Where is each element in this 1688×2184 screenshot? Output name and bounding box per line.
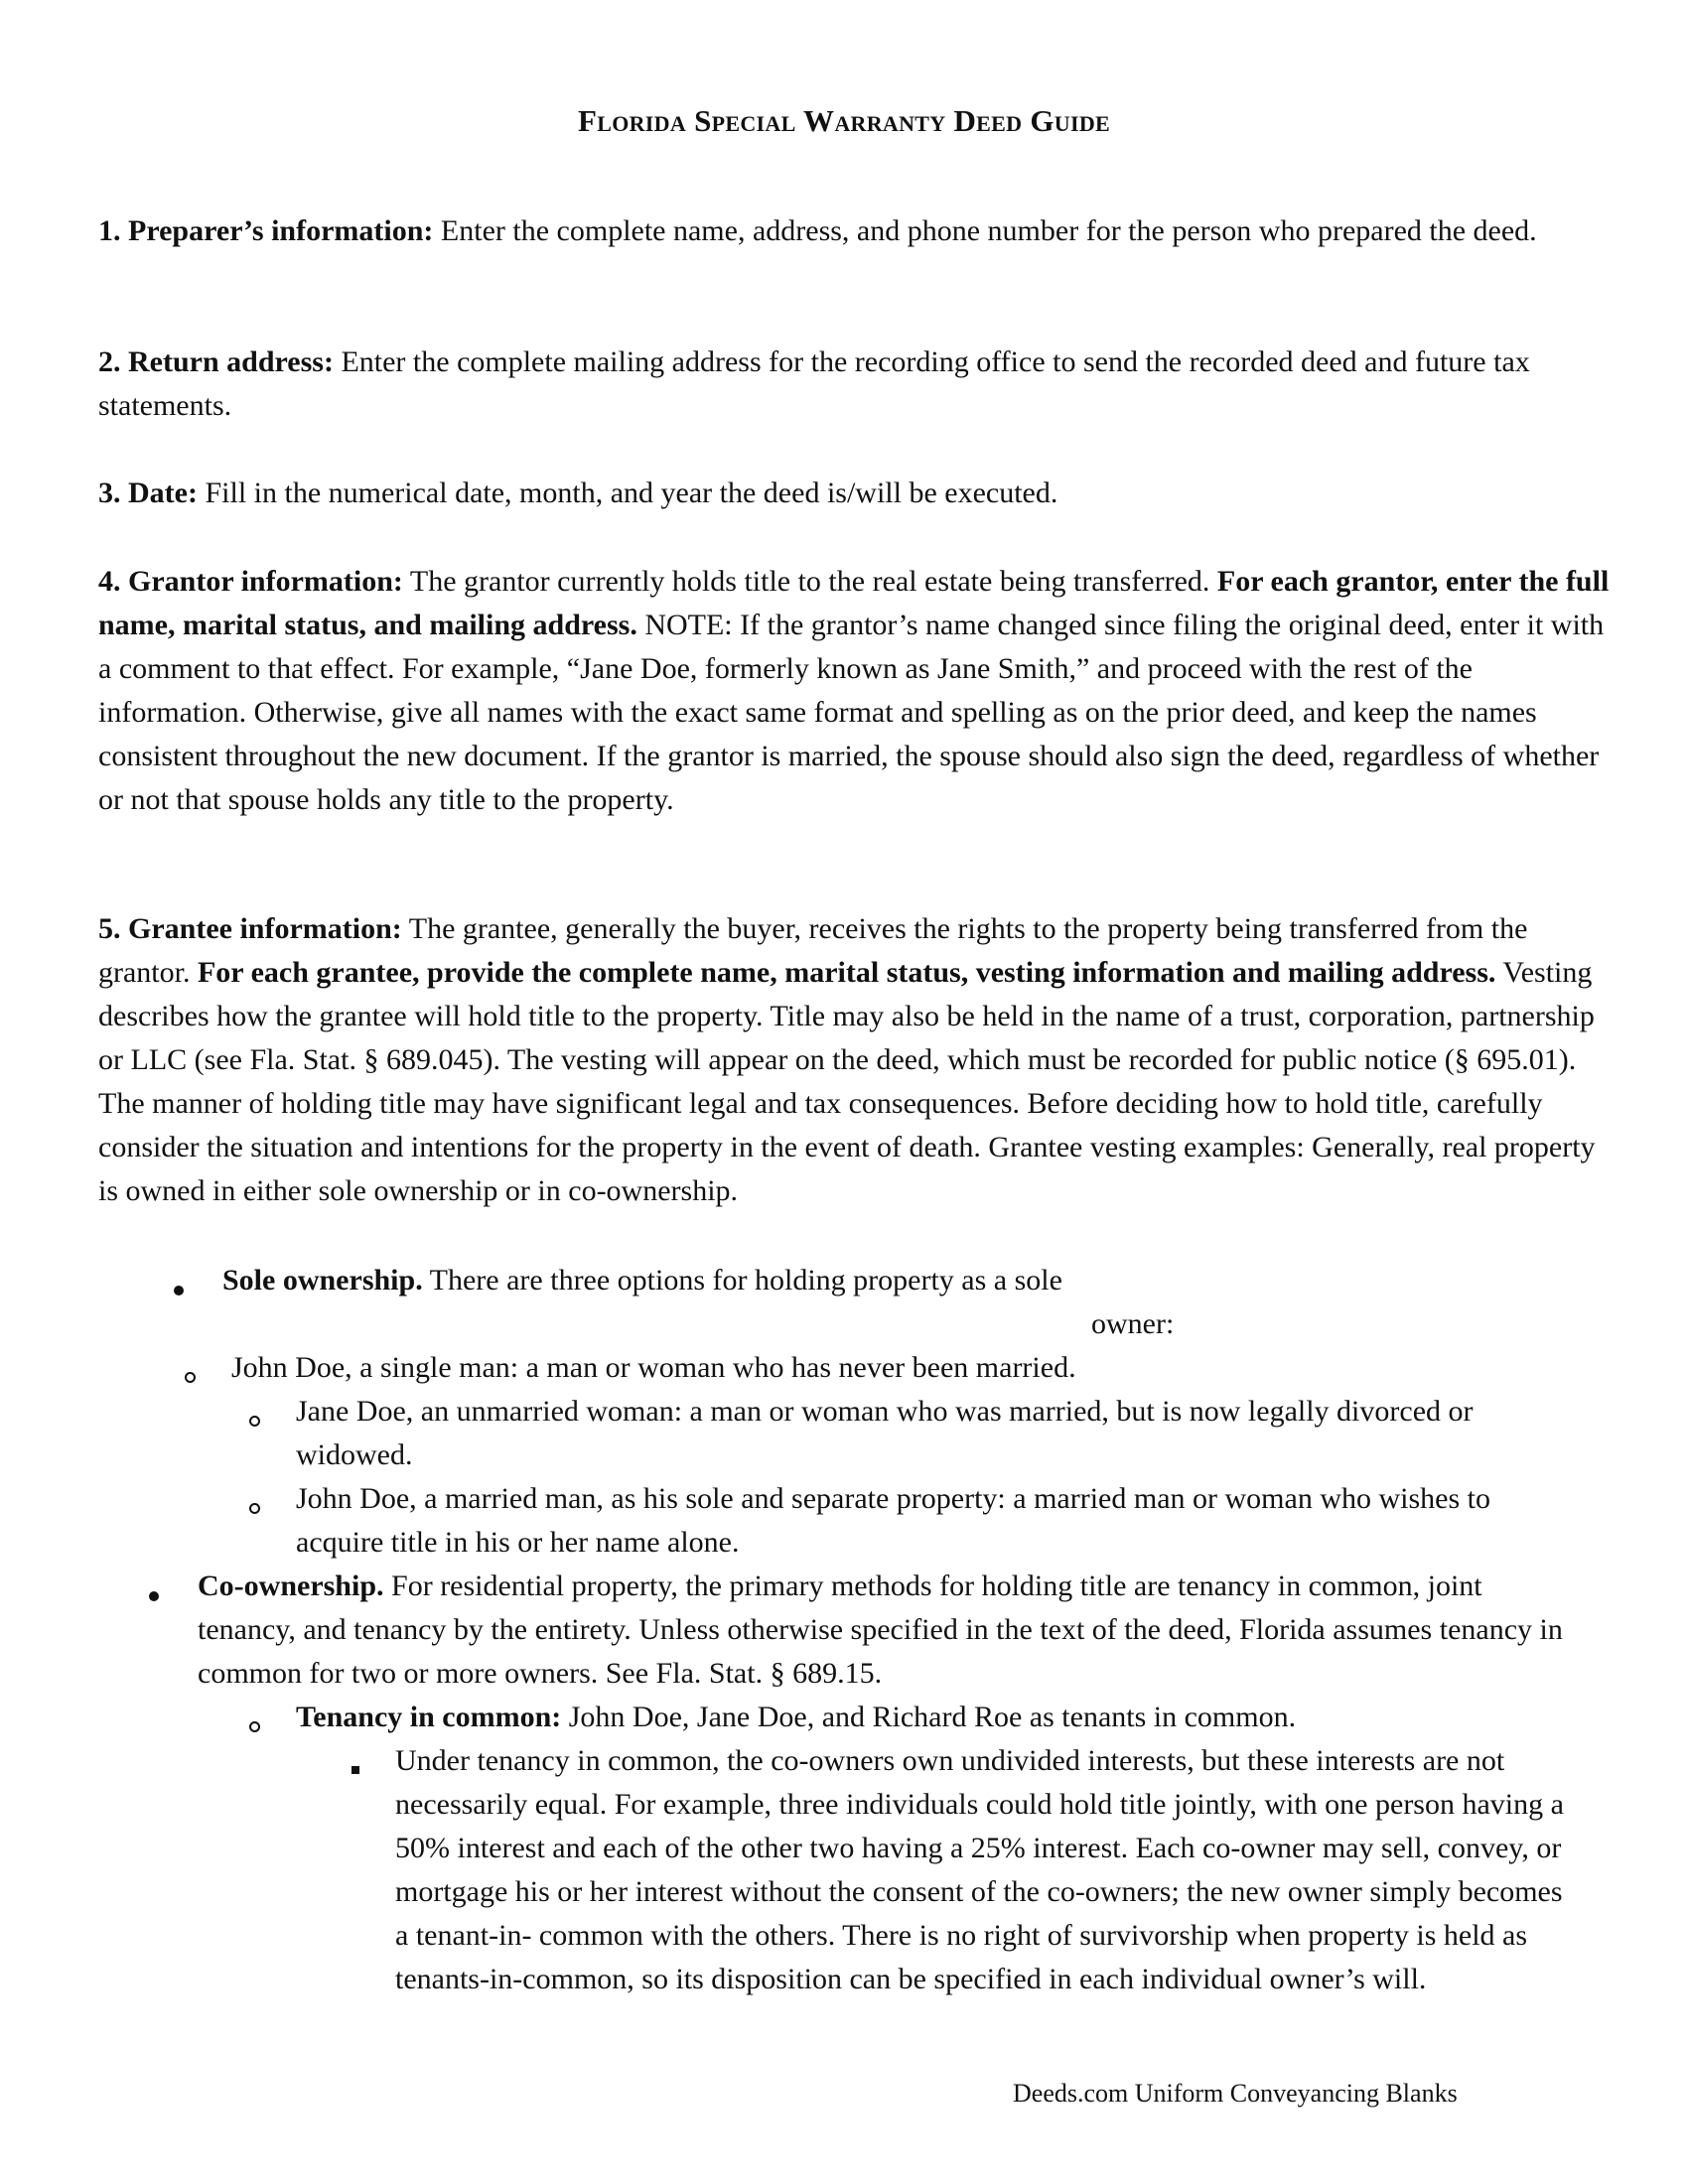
section-preparer-info xyxy=(98,209,1647,253)
section-text: NOTE: If the grantor’s name changed since filing the original deed, enter it with a comment to that effect. For example, “Jane Doe, formerly known as Jane Smith,” and proceed with the rest of the information. Otherwise, give all names with the exact same format and spelling as on the prior deed, and keep the names consistent throughout the new document. If the grantor is married, the spouse should also sign the deed, regardless of whether or not that spouse holds any title to the property. xyxy=(98,609,1605,816)
section-label: 2. Return address: xyxy=(98,345,334,378)
section-text: Enter the complete mailing address for the recording office to send the recorded deed and future tax statements. xyxy=(98,345,1530,422)
section-text: The grantor currently holds title to the real estate being transferred. xyxy=(402,565,1217,598)
circle-bullet-icon xyxy=(185,1352,196,1396)
section-text: Fill in the numerical date, month, and year the deed is/will be executed. xyxy=(197,477,1058,509)
section-text: The grantee, generally the buyer, receives the rights to the property being transferred from the grantor. xyxy=(98,912,1528,989)
section-grantee-info xyxy=(98,907,1618,1213)
page-title: Florida Special Warranty Deed Guide xyxy=(578,103,1110,138)
circle-bullet-icon xyxy=(249,1396,260,1439)
square-bullet-icon xyxy=(352,1743,359,1787)
tenancy-in-common-label: Tenancy in common: xyxy=(296,1701,562,1733)
section-return-address xyxy=(98,341,1618,428)
bullet-icon xyxy=(174,1265,184,1308)
tenancy-in-common-detail: Under tenancy in common, the co-owners own undivided interests, but these interests are not necessarily equal. For example, three individuals could hold title jointly, with one person having a 50% interest and each of the other two having a 25% interest. Each co-owner may sell, convey, or mortgage his or her interest without the consent of the co-owners; the new owner simply becomes a tenant-in- common with the others. There is no right of survivorship when property is held as tenants-in-common, so its disposition can be specified in each individual owner’s will. xyxy=(395,1744,1564,1995)
sole-option-single: John Doe, a single man: a man or woman who has never been married. xyxy=(231,1351,1076,1384)
co-ownership-label: Co-ownership. xyxy=(198,1570,384,1602)
sole-option-married: John Doe, a married man, as his sole and separate property: a married man or woman who wishes to acquire title in his or her name alone. xyxy=(296,1482,1490,1559)
co-ownership-text: For residential property, the primary methods for holding title are tenancy in common, joint tenancy, and tenancy by the entirety. Unless otherwise specified in the text of the deed, Florida assumes tenancy in common for two or more owners. See Fla. Stat. § 689.15. xyxy=(198,1570,1563,1690)
sole-ownership-wrap: owner: xyxy=(1091,1307,1175,1340)
tenancy-in-common-text: John Doe, Jane Doe, and Richard Roe as tenants in common. xyxy=(561,1701,1297,1733)
section-text: Enter the complete name, address, and phone number for the person who prepared the deed. xyxy=(433,214,1537,247)
circle-bullet-icon xyxy=(249,1483,260,1527)
section-label: 4. Grantor information: xyxy=(98,565,403,598)
section-text: Vesting describes how the grantee will hold title to the property. Title may also be held in the name of a trust, corporation, partnership or LLC (see Fla. Stat. § 689.045). The vesting will appear on the deed, which must be recorded for public notice (§ 695.01). The manner of holding title may have significant legal and tax consequences. Before deciding how to hold title, carefully consider the situation and intentions for the property in the event of death. Grantee vesting examples: Generally, real property is owned in either sole ownership or in co-ownership. xyxy=(98,956,1596,1207)
section-grantor-info xyxy=(98,560,1618,822)
section-bold-instruction: For each grantee, provide the complete name, marital status, vesting information and mailing address. xyxy=(197,956,1496,989)
section-bold-instruction: For each grantor, enter the full name, marital status, and mailing address. xyxy=(98,565,1610,641)
circle-bullet-icon xyxy=(249,1702,260,1745)
section-label: 3. Date: xyxy=(98,477,198,509)
sole-option-unmarried: Jane Doe, an unmarried woman: a man or woman who was married, but is now legally divorced or widowed. xyxy=(296,1395,1474,1471)
sole-ownership-text: There are three options for holding property as a sole xyxy=(422,1264,1062,1297)
section-label: 1. Preparer’s information: xyxy=(98,214,434,247)
section-date xyxy=(98,472,1618,515)
section-label: 5. Grantee information: xyxy=(98,912,402,945)
sole-ownership-label: Sole ownership. xyxy=(222,1264,423,1297)
bullet-icon xyxy=(149,1570,159,1614)
sole-ownership-item xyxy=(222,1259,1062,1302)
co-ownership-item xyxy=(198,1565,1568,1696)
page-footer: Deeds.com Uniform Conveyancing Blanks xyxy=(1013,2079,1458,2108)
tenancy-in-common-item xyxy=(296,1696,1296,1739)
